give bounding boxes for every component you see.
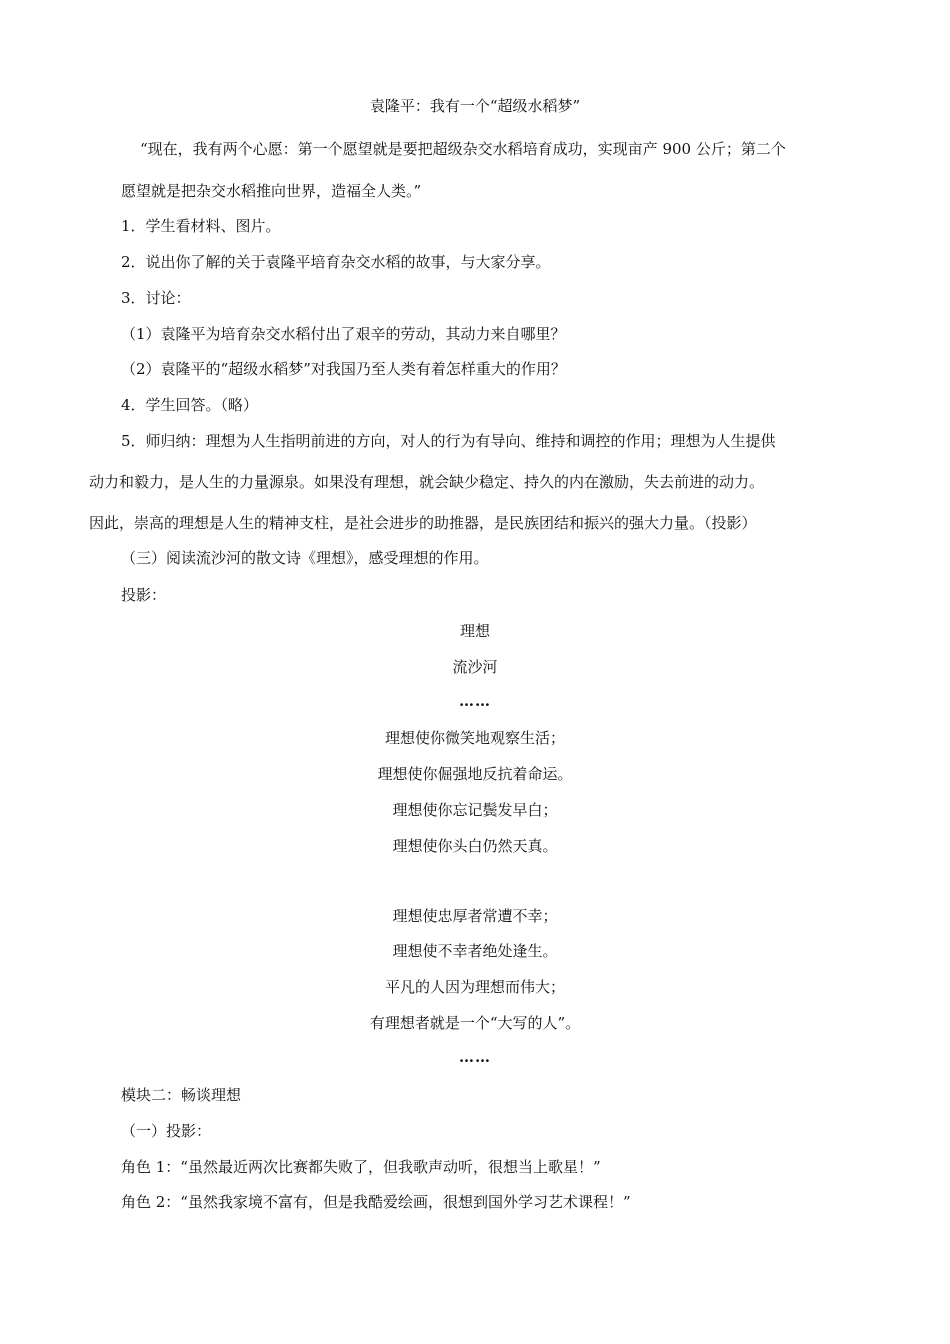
quote-line-2: 愿望就是把杂交水稻推向世界，造福全人类。” <box>121 182 422 200</box>
poem-line: 平凡的人因为理想而伟大； <box>384 978 565 996</box>
step-item: 1．学生看材料、图片。 <box>121 217 281 235</box>
poem-line: 有理想者就是一个“大写的人”。 <box>369 1014 581 1032</box>
role-line: 角色 1：“虽然最近两次比赛都失败了，但我歌声动听，很想当上歌星！” <box>121 1158 601 1176</box>
poem-ellipsis-bottom: …… <box>459 1048 491 1066</box>
poem-line: 理想使你倔强地反抗着命运。 <box>377 765 573 783</box>
step-item: 4．学生回答。（略） <box>121 396 259 414</box>
module-2-heading: 模块二：畅谈理想 <box>121 1086 242 1104</box>
document-title: 袁隆平：我有一个“超级水稻梦” <box>369 97 581 115</box>
poem-line: 理想使你头白仍然天真。 <box>392 837 558 855</box>
discussion-question: （1）袁隆平为培育杂交水稻付出了艰辛的劳动，其动力来自哪里？ <box>121 325 566 343</box>
step-item: 3．讨论： <box>121 289 191 307</box>
poem-author: 流沙河 <box>452 658 498 676</box>
poem-title: 理想 <box>459 622 490 640</box>
discussion-question: （2）袁隆平的“超级水稻梦”对我国乃至人类有着怎样重大的作用？ <box>121 360 566 378</box>
poem-line: 理想使你忘记鬓发早白； <box>392 801 558 819</box>
poem-line: 理想使忠厚者常遭不幸； <box>392 907 558 925</box>
summary-line-3: 因此，崇高的理想是人生的精神支柱，是社会进步的助推器，是民族团结和振兴的强大力量。（投影） <box>89 514 757 532</box>
quote-line-1: “现在，我有两个心愿：第一个愿望就是要把超级杂交水稻培育成功，实现亩产 900 公斤；第二个 <box>140 140 786 158</box>
module-2-subheading: （一）投影： <box>121 1122 212 1140</box>
step-item: 2．说出你了解的关于袁隆平培育杂交水稻的故事，与大家分享。 <box>121 253 551 271</box>
section-3-heading: （三）阅读流沙河的散文诗《理想》，感受理想的作用。 <box>121 549 489 567</box>
poem-line: 理想使你微笑地观察生活； <box>384 729 565 747</box>
role-line: 角色 2：“虽然我家境不富有，但是我酷爱绘画，很想到国外学习艺术课程！” <box>121 1193 631 1211</box>
projection-label: 投影： <box>121 586 167 604</box>
summary-line-2: 动力和毅力，是人生的力量源泉。如果没有理想，就会缺少稳定、持久的内在激励，失去前进的动力。 <box>89 473 765 491</box>
poem-line: 理想使不幸者绝处逢生。 <box>392 942 558 960</box>
poem-ellipsis-top: …… <box>459 692 491 710</box>
summary-line-1: 5．师归纳：理想为人生指明前进的方向，对人的行为有导向、维持和调控的作用；理想为人生提供 <box>121 432 776 450</box>
